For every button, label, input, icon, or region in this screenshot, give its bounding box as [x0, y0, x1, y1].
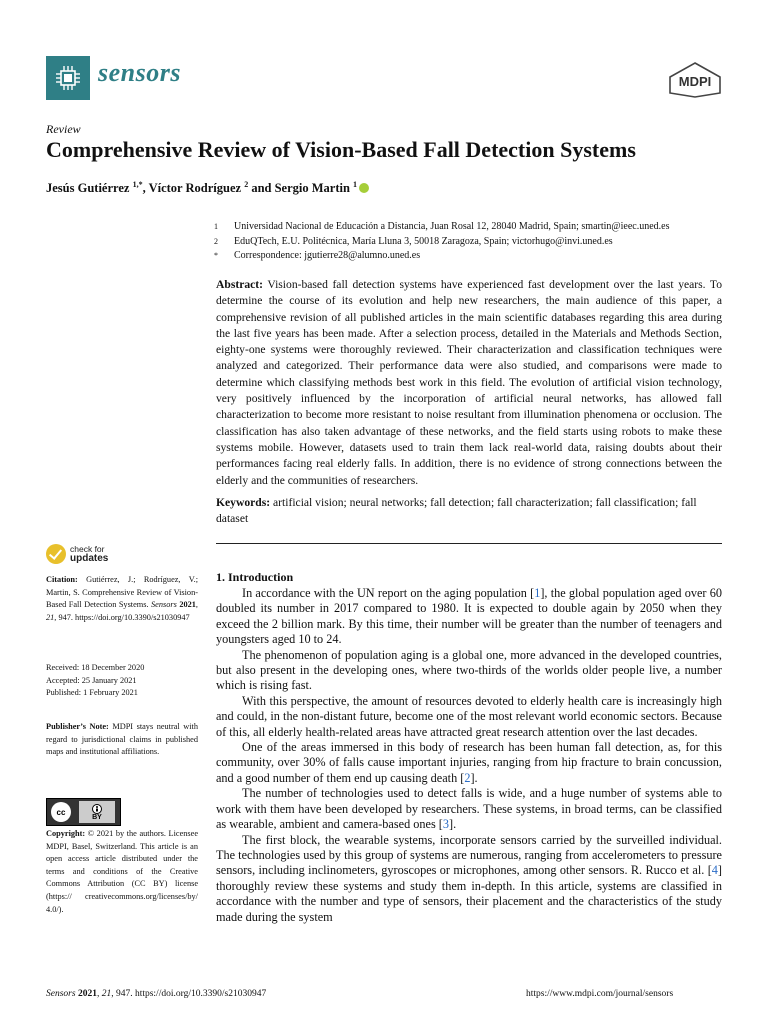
body-paragraph [216, 833, 722, 925]
reference-link[interactable]: 4 [711, 863, 718, 878]
citation-block: Citation: Gutiérrez, J.; Rodríguez, V.; Martin, S. Comprehensive Review of Vision-Based Fall Detection Systems. Sensors 2021, 21, 947. https://doi.org/10.3390/s21030947 [46, 575, 199, 622]
copyright-block [46, 828, 198, 916]
author-list: Jesús Gutiérrez $^{1,*}$, Víctor Rodríguez $^2$ and Sergio Martin $^1$ [46, 180, 369, 196]
citation-journal: Sensors [151, 600, 177, 610]
footer-doi-link[interactable]: 947. https://doi.org/10.3390/s21030947 [115, 989, 267, 999]
author-name[interactable]: and Sergio Martin [251, 181, 350, 196]
footer-journal: Sensors [46, 989, 76, 999]
citation-label: Citation: [46, 575, 78, 584]
publishers-note [46, 721, 198, 759]
author-affil-mark: 1,* [132, 180, 143, 189]
paragraph-text: The first block, the wearable systems, incorporate sensors carried by the surveilled individual. The technologies used by this group of systems are numerous, ranging from accelerometers to pressure sensors, including inclinometers, gyroscopes or microphones, among other sensors. R. Rucco et al. [ [216, 832, 722, 878]
citation-text: Gutiérrez, J.; Rodríguez, V.; Martin, S. Comprehensive Review of Vision-Based Fall Detection Systems. [46, 575, 199, 610]
footer-citation: Sensors 2021, 21, 947. https://doi.org/10.3390/s21030947 [46, 989, 267, 999]
affiliation-row [214, 220, 669, 235]
publisher-label: MDPI [678, 74, 712, 89]
published-date: Published: 1 February 2021 [46, 688, 138, 698]
keywords [216, 495, 722, 528]
citation-doi-link[interactable]: 947. https://doi.org/10.3390/s21030947 [58, 612, 190, 622]
footer-journal-link[interactable]: https://www.mdpi.com/journal/sensors [526, 989, 674, 999]
affiliation-mark: 2 [214, 236, 218, 246]
paragraph-text: One of the areas immersed in this body of research has been human fall detection, as, for this community, over 30% of falls cause important injuries, ranging from hip fracture to brain concussion, and a good number of them end up causing death [ [216, 740, 722, 785]
journal-logo-icon [46, 56, 90, 100]
author-affil-mark: 2 [244, 180, 249, 189]
body-paragraph [216, 586, 722, 648]
person-icon [92, 804, 102, 814]
paragraph-text: ]. [448, 817, 457, 832]
check-updates-line2: updates [70, 553, 109, 564]
orcid-icon[interactable] [359, 183, 369, 193]
paragraph-text: In accordance with the UN report on the aging population [ [242, 586, 535, 600]
affiliation-mark: 1 [214, 222, 218, 231]
publishers-note-label: Publisher’s Note: [46, 722, 109, 731]
by-icon [79, 801, 115, 823]
mdpi-logo-icon[interactable] [668, 62, 722, 103]
dates-block [46, 662, 198, 700]
paragraph-text: The number of technologies used to detect falls is wide, and a huge number of systems able to work with them have been developed by researchers. These systems, in broad terms, can be classified as wearable, ambient and camera-based ones [ [216, 786, 722, 832]
cc-by-license-badge[interactable] [46, 798, 121, 826]
author-name[interactable]: Jesús Gutiérrez [46, 181, 130, 196]
paragraph-text: ]. [470, 770, 478, 785]
affiliations [214, 220, 669, 264]
body-paragraph: With this perspective, the amount of resources devoted to elderly health care is increasingly high and could, in the non-distant future, become one of the most relevant world economic sectors. Because of this, all elderly health-related areas have attracted great research attention over the last decades. [216, 693, 722, 739]
body-paragraph [216, 786, 722, 832]
paragraph-text: ], the global population aged over 60 doubled its number in 2017 compared to 1980. It is expected to double again by 2050 when they exceed the 2 billion mark. By this time, their number will be greater than the number of teenagers and youngsters aged 10 to 24. [216, 586, 722, 647]
copyright-text: © 2021 by the authors. Licensee MDPI, Basel, Switzerland. This article is an open access article distributed under the terms and conditions of the Creative Commons Attribution (CC BY) license (https:// creativecommons.org/licenses/by/ 4.0/). [46, 829, 199, 914]
affiliation-row [214, 249, 669, 264]
affiliation-text: EduQTech, E.U. Politécnica, María Lluna 3, 50018 Zaragoza, Spain; victorhugo@invi.uned.es [234, 235, 613, 247]
affiliation-text: Universidad Nacional de Educación a Distancia, Juan Rosal 12, 28040 Madrid, Spain; smartin@ieec.uned.es [234, 221, 670, 232]
abstract-label: Abstract: [216, 278, 264, 291]
cc-icon: cc [51, 802, 71, 822]
received-date: Received: 18 December 2020 [46, 663, 145, 672]
affiliation-mark: * [214, 251, 218, 260]
check-updates-line1: check for [70, 544, 105, 554]
section-heading: 1. Introduction [216, 570, 294, 584]
abstract [216, 277, 722, 489]
paragraph-text: ] thoroughly review these systems and study them in-depth. In this article, systems are classified in accordance with the number and type of sensors, their placement and the characteristics of the study made during the system [216, 863, 722, 924]
keywords-text: artificial vision; neural networks; fall detection; fall characterization; fall classification; fall dataset [216, 496, 697, 526]
check-for-updates-button[interactable] [46, 544, 108, 564]
citation-volume: 21 [46, 612, 55, 622]
citation-year: 2021 [179, 600, 196, 610]
footer-year: 2021 [77, 989, 97, 999]
article-body [216, 586, 722, 925]
abstract-text: Vision-based fall detection systems have experienced fast development over the last years. To determine the course of its evolution and help new researchers, the main audience of this paper, a comprehensive revision of all published articles in the main scientific databases regarding this area during the last five years has been made. After a selection process, detailed in the Materials and Methods Section, eighty-one systems were thoroughly reviewed. Their characterization and classification techniques were analyzed and categorized. Their performance data were also studied, and comparisons were made to determine which classifying methods best work in this field. The evolution of artificial vision technology, very positively influenced by the incorporation of artificial neural networks, has allowed fall characterization to become more resistant to noise resultant from illumination phenomena or occlusion. The classification has also taken advantage of these networks, and the field starts using robots to make these systems mobile. However, datasets used to train them lack real-world data, raising doubts about their performances facing real elderly falls. In addition, there is no evidence of strong connections between the elderly and the communities of researchers. [216, 278, 722, 487]
article-type: Review [46, 122, 81, 136]
copyright-label: Copyright: [46, 829, 86, 838]
author-affil-mark: 1 [353, 180, 358, 189]
body-paragraph [216, 740, 722, 786]
reference-link[interactable]: 1 [534, 586, 541, 600]
check-updates-label [70, 545, 108, 563]
check-updates-icon [46, 544, 66, 564]
page-title: Comprehensive Review of Vision-Based Fall Detection Systems [46, 137, 636, 162]
by-label: BY [92, 813, 102, 821]
keywords-label: Keywords: [216, 496, 271, 509]
correspondence-text: Correspondence: jgutierre28@alumno.uned.es [234, 250, 421, 261]
publishers-note-text: MDPI stays neutral with regard to jurisdictional claims in published maps and institutional affiliations. [46, 722, 198, 757]
reference-link[interactable]: 2 [464, 770, 471, 785]
accepted-date: Accepted: 25 January 2021 [46, 675, 137, 685]
footer-volume: 21 [101, 989, 112, 999]
affiliation-row [214, 235, 669, 250]
body-paragraph: The phenomenon of population aging is a global one, more advanced in the developed countries, but also present in the developing ones, where two-thirds of the worlds older people live, a number which is rising fast. [216, 647, 722, 693]
author-name[interactable]: Víctor Rodríguez [148, 181, 242, 196]
reference-link[interactable]: 3 [442, 817, 449, 832]
section-divider [216, 543, 722, 544]
journal-name: sensors [98, 58, 181, 87]
